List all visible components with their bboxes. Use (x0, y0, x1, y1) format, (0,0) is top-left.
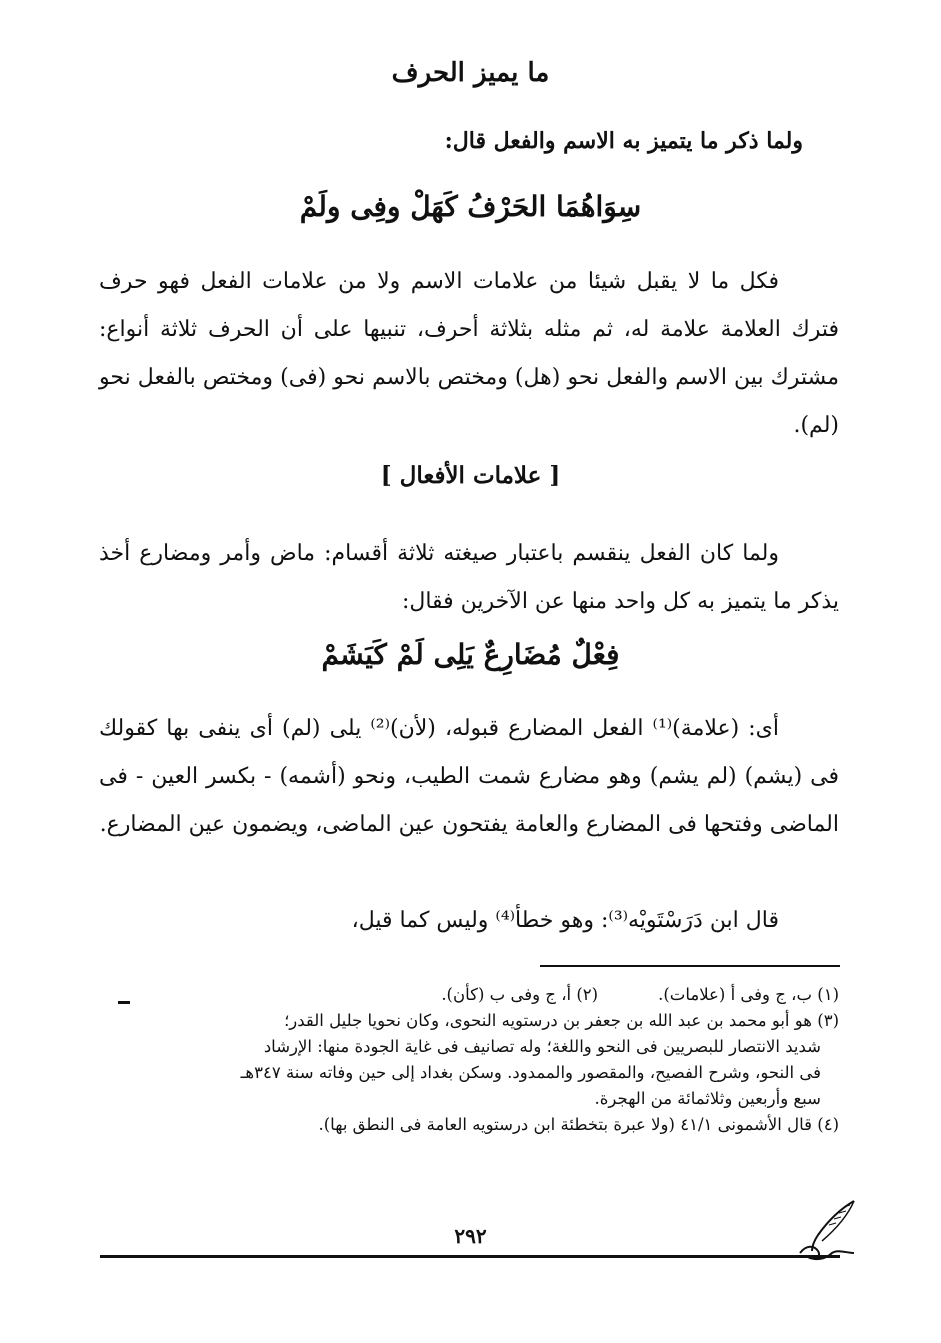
verse-line-1: سِوَاهُمَا الحَرْفُ كَهَلْ وفِى ولَمْ (299, 190, 642, 223)
footnote-3-line-1: (٣) هو أبو محمد بن عبد الله بن جعفر بن درستويه النحوى، وكان نحويا جليل القدر؛ (284, 1011, 839, 1030)
verse-line-2: فِعْلٌ مُضَارِعٌ يَلِى لَمْ كَيَشَمْ (321, 638, 620, 671)
intro-line: ولما ذكر ما يتميز به الاسم والفعل قال: (444, 128, 803, 154)
paragraph-4: قال ابن دَرَسْتَويْه⁽³⁾: وهو خطأ⁽⁴⁾ وليس كما قيل، (351, 908, 779, 933)
paragraph-1: فكل ما لا يقبل شيئا من علامات الاسم ولا من علامات الفعل فهو حرف فترك العلامة علامة له، ثم مثله بثلاثة أحرف، تنبيها على أن الحرف ثلاثة أنواع: مشترك بين الاسم والفعل نحو (هل) ومختص بالاسم نحو (فى) ومختص بالفعل نحو (لم). (99, 269, 839, 438)
page-number: ٢٩٢ (454, 1224, 487, 1248)
footnote-4: (٤) قال الأشمونى ٤١/١ (ولا عبرة بتخطئة ابن درستويه العامة فى النطق بها). (318, 1115, 839, 1134)
paragraph-2: ولما كان الفعل ينقسم باعتبار صيغته ثلاثة أقسام: ماض وأمر ومضارع أخذ يذكر ما يتميز به كل واحد منها عن الآخرين فقال: (99, 541, 839, 614)
page-header-title: ما يميز الحرف (391, 58, 550, 88)
footnote-3-line-4: سبع وأربعين وثلاثمائة من الهجرة. (594, 1089, 821, 1108)
paragraph-3: أى: (علامة)⁽¹⁾ الفعل المضارع قبوله، (لأن)⁽²⁾ يلى (لم) أى ينفى بها كقولك فى (يشم) (لم يشم) وهو مضارع شمت الطيب، ونحو (أشمه) - بكسر العين - فى الماضى وفتحها فى المضارع والعامة يفتحون عين الماضى، ويضمون عين المضارع. (99, 716, 839, 837)
quill-ornament-icon (792, 1195, 862, 1265)
section-heading: [ علامات الأفعال ] (380, 462, 561, 489)
footnote-2: (٢) أ، ج وفى ب (كأن). (441, 985, 599, 1004)
footnote-3-line-2: شديد الانتصار للبصريين فى النحو واللغة؛ وله تصانيف فى غاية الجودة منها: الإرشاد (263, 1037, 821, 1056)
footnote-3-line-3: فى النحو، وشرح الفصيح، والمقصور والممدود. وسكن بغداد إلى حين وفاته سنة ٣٤٧هـ (240, 1063, 821, 1082)
footnotes (94, 982, 839, 1138)
footnote-row-1 (94, 982, 839, 1008)
footnote-separator (540, 965, 840, 967)
bottom-rule (100, 1255, 840, 1258)
footnote-1: (١) ب، ج وفى أ (علامات). (658, 985, 839, 1004)
